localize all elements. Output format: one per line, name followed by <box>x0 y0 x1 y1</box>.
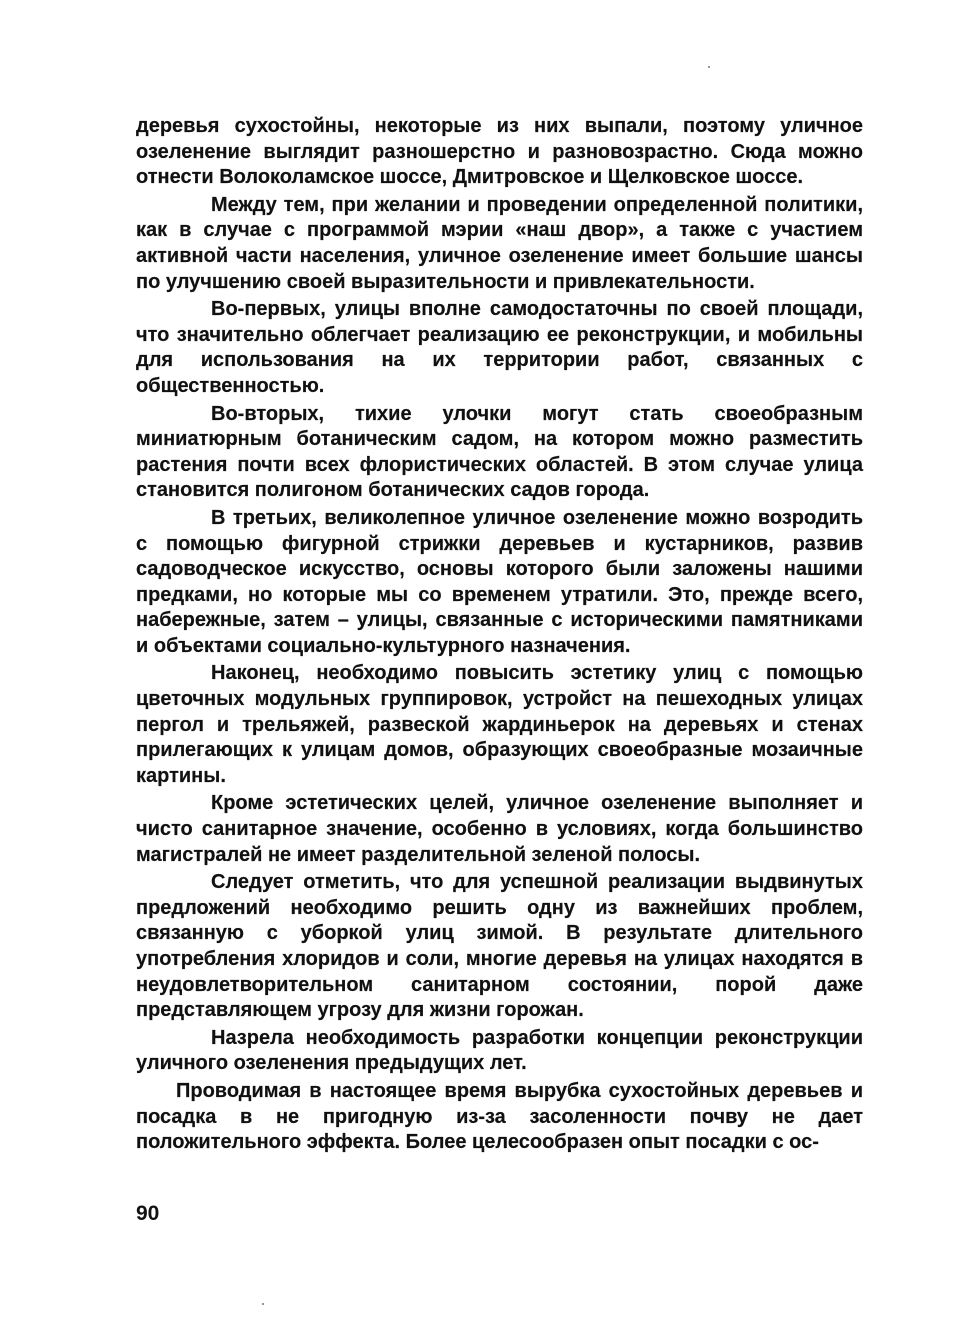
scan-speck <box>262 1303 264 1305</box>
paragraph: В третьих, великолепное уличное озеленение можно возродить с помощью фигурной стрижки деревьев и кустарников, развив садоводческое искусство, основы которого были заложены нашими предками, но которые мы со временем утратили. Это, прежде всего, набережные, затем – улицы, связанные с историческими памятниками и объектами социально-культурного назначения. <box>136 506 863 657</box>
document-body <box>136 114 863 1158</box>
paragraph: Между тем, при желании и проведении определенной политики, как в случае с программой мэрии «наш двор», а также с участием активной части населения, уличное озеленение имеет большие шансы по улучшению своей выразительности и привлекательности. <box>136 193 863 293</box>
paragraph-continuation: деревья сухостойны, некоторые из них выпали, поэтому уличное озеленение выглядит разношерстно и разновозрастно. Сюда можно отнести Волоколамское шоссе, Дмитровское и Щелковское шоссе. <box>136 115 863 189</box>
paragraph: Назрела необходимость разработки концепции реконструкции уличного озеленения предыдущих лет. <box>136 1026 863 1075</box>
paragraph: Проводимая в настоящее время вырубка сухостойных деревьев и посадка в не пригодную из-за засоленности почву не дает положительного эффекта. Более целесообразен опыт посадки с ос- <box>136 1079 863 1154</box>
paragraph: Кроме эстетических целей, уличное озеленение выполняет и чисто санитарное значение, особенно в условиях, когда большинство магистралей не имеет разделительной зеленой полосы. <box>136 792 863 866</box>
page-number: 90 <box>136 1202 160 1225</box>
paragraph: Во-вторых, тихие улочки могут стать своеобразным миниатюрным ботаническим садом, на котором можно разместить растения почти всех флористических областей. В этом случае улица становится полигоном ботанических садов города. <box>136 402 863 502</box>
paragraph: Наконец, необходимо повысить эстетику улиц с помощью цветочных модульных группировок, устройст на пешеходных улицах пергол и трельяжей, развеской жардиньерок на деревьях и стенах прилегающих к улицам домов, образующих своеобразные мозаичные картины. <box>136 662 863 787</box>
paragraph: Следует отметить, что для успешной реализации выдвинутых предложений необходимо решить одну из важнейших проблем, связанную с уборкой улиц зимой. В результате длительного употребления хлоридов и соли, многие деревья на улицах находятся в неудовлетворительном санитарном состоянии, порой даже представляющем угрозу для жизни горожан. <box>136 871 863 1022</box>
paragraph: Во-первых, улицы вполне самодостаточны по своей площади, что значительно облегчает реализацию ее реконструкции, и мобильны для использования на их территории работ, связанных с общественностью. <box>136 298 863 397</box>
scan-speck <box>708 66 710 68</box>
